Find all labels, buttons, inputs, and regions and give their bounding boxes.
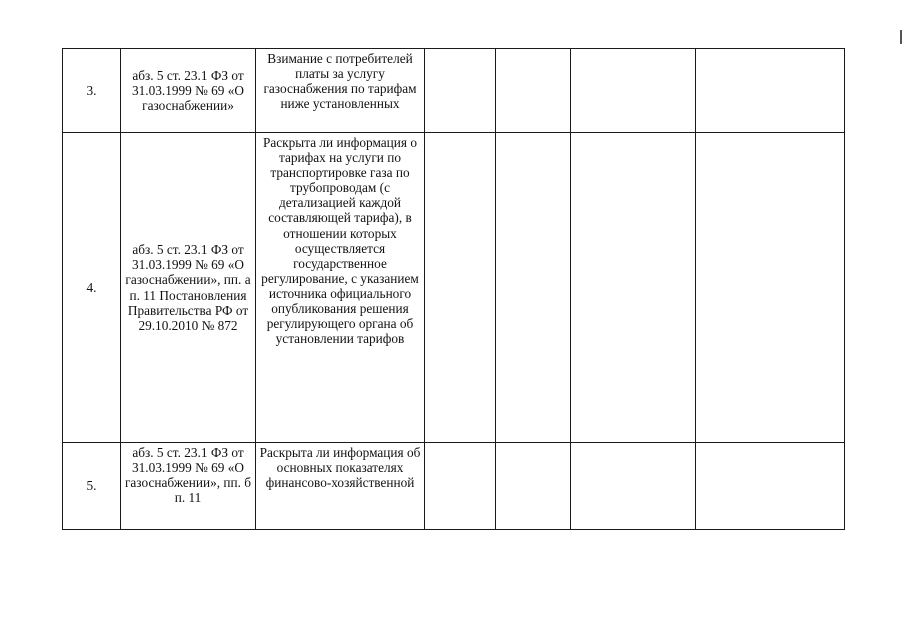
answer-no-cell [496, 133, 571, 443]
table-row [63, 443, 845, 530]
not-applicable-cell [571, 49, 696, 133]
row-number: 4. [86, 279, 97, 295]
answer-yes-cell [425, 133, 496, 443]
not-applicable-cell [571, 443, 696, 530]
legal-reference-cell [121, 133, 256, 443]
checklist-table [62, 48, 845, 530]
answer-no-cell [496, 49, 571, 133]
answer-yes-cell [425, 49, 496, 133]
page-edge-mark [900, 30, 902, 44]
requirement-text: Раскрыта ли информация о тарифах на услуги по транспортировке газа по трубопроводам (с детализацией каждой составляющей тарифа), в отношении которых осуществляется государственное регулирование, с указанием источника официального опубликования решения регулирующего органа об установлении тарифов [261, 135, 419, 347]
answer-yes-cell [425, 443, 496, 530]
not-applicable-cell [571, 133, 696, 443]
answer-no-cell [496, 443, 571, 530]
table-row [63, 133, 845, 443]
legal-reference-cell [121, 443, 256, 530]
row-number-cell [63, 443, 121, 530]
requirement-cell [256, 49, 425, 133]
legal-reference: абз. 5 ст. 23.1 ФЗ от 31.03.1999 № 69 «О газоснабжении», пп. а п. 11 Постановления Правительства РФ от 29.10.2010 № 872 [125, 242, 251, 333]
row-number-cell [63, 133, 121, 443]
note-cell [696, 49, 845, 133]
legal-reference-cell [121, 49, 256, 133]
table-row [63, 49, 845, 133]
row-number: 3. [86, 82, 97, 98]
requirement-text: Раскрыта ли информация об основных показателях финансово-хозяйственной [259, 445, 421, 491]
requirement-cell [256, 133, 425, 443]
row-number: 5. [86, 478, 97, 494]
requirement-cell [256, 443, 425, 530]
note-cell [696, 133, 845, 443]
legal-reference: абз. 5 ст. 23.1 ФЗ от 31.03.1999 № 69 «О газоснабжении», пп. б п. 11 [124, 445, 252, 506]
row-number-cell [63, 49, 121, 133]
note-cell [696, 443, 845, 530]
legal-reference: абз. 5 ст. 23.1 ФЗ от 31.03.1999 № 69 «О газоснабжении» [131, 67, 245, 114]
requirement-text: Взимание с потребителей платы за услугу газоснабжения по тарифам ниже установленных [263, 51, 417, 112]
